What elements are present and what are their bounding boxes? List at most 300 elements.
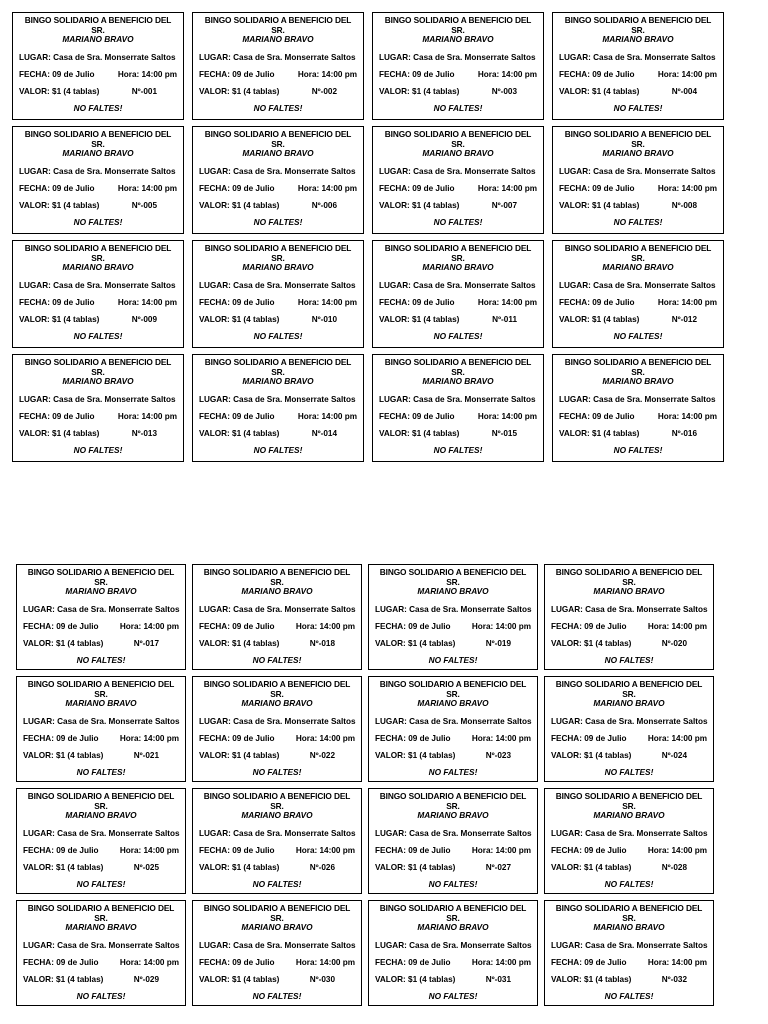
ticket-value: VALOR: $1 (4 tablas) — [199, 429, 280, 439]
ticket-time: Hora: 14:00 pm — [295, 734, 355, 744]
ticket-date: FECHA: 09 de Julio — [23, 958, 99, 968]
ticket-time: Hora: 14:00 pm — [119, 958, 179, 968]
ticket-footer: NO FALTES! — [73, 216, 123, 227]
ticket-footer: NO FALTES! — [428, 766, 478, 777]
bingo-ticket — [372, 240, 544, 348]
ticket-title: BINGO SOLIDARIO A BENEFICIO DEL SR. — [24, 243, 172, 263]
ticket-time: Hora: 14:00 pm — [295, 846, 355, 856]
bingo-ticket — [192, 126, 364, 234]
ticket-value-row — [559, 87, 717, 96]
ticket-time: Hora: 14:00 pm — [471, 958, 531, 968]
ticket-value-row — [559, 201, 717, 210]
ticket-location-row — [551, 717, 707, 726]
ticket-location-row — [375, 829, 531, 838]
ticket-value-row — [559, 315, 717, 324]
ticket-location: LUGAR: Casa de Sra. Monserrate Saltos — [199, 166, 356, 176]
ticket-location: LUGAR: Casa de Sra. Monserrate Saltos — [199, 940, 356, 950]
ticket-number: Nº-012 — [671, 315, 697, 325]
ticket-beneficiary-name: MARIANO BRAVO — [62, 148, 134, 159]
ticket-time: Hora: 14:00 pm — [647, 958, 707, 968]
bingo-ticket — [12, 126, 184, 234]
ticket-footer: NO FALTES! — [604, 654, 654, 665]
ticket-value-row — [199, 751, 355, 760]
ticket-date: FECHA: 09 de Julio — [375, 734, 451, 744]
ticket-number: Nº-011 — [492, 315, 517, 325]
ticket-location: LUGAR: Casa de Sra. Monserrate Saltos — [23, 940, 180, 950]
ticket-value: VALOR: $1 (4 tablas) — [551, 863, 632, 873]
ticket-value: VALOR: $1 (4 tablas) — [559, 87, 640, 97]
ticket-footer: NO FALTES! — [613, 216, 663, 227]
ticket-beneficiary-name: MARIANO BRAVO — [242, 376, 314, 387]
ticket-footer: NO FALTES! — [613, 330, 663, 341]
ticket-date: FECHA: 09 de Julio — [551, 734, 627, 744]
ticket-beneficiary-name: MARIANO BRAVO — [241, 922, 313, 933]
ticket-beneficiary-name: MARIANO BRAVO — [593, 698, 665, 709]
ticket-date-row — [375, 734, 531, 743]
ticket-number: Nº-008 — [671, 201, 697, 211]
ticket-value-row — [551, 639, 707, 648]
ticket-number: Nº-026 — [309, 863, 335, 873]
ticket-beneficiary-name: MARIANO BRAVO — [417, 698, 489, 709]
ticket-location: LUGAR: Casa de Sra. Monserrate Saltos — [559, 52, 716, 62]
bingo-ticket — [544, 788, 714, 894]
ticket-value: VALOR: $1 (4 tablas) — [375, 639, 456, 649]
ticket-title: BINGO SOLIDARIO A BENEFICIO DEL SR. — [564, 243, 712, 263]
ticket-value-row — [199, 639, 355, 648]
ticket-title: BINGO SOLIDARIO A BENEFICIO DEL SR. — [384, 357, 532, 377]
ticket-value: VALOR: $1 (4 tablas) — [199, 87, 280, 97]
ticket-number: Nº-014 — [311, 429, 337, 439]
ticket-time: Hora: 14:00 pm — [477, 412, 537, 422]
ticket-location: LUGAR: Casa de Sra. Monserrate Saltos — [375, 828, 532, 838]
ticket-title: BINGO SOLIDARIO A BENEFICIO DEL SR. — [27, 903, 175, 923]
ticket-location-row — [23, 605, 179, 614]
ticket-footer: NO FALTES! — [433, 102, 483, 113]
ticket-title: BINGO SOLIDARIO A BENEFICIO DEL SR. — [379, 567, 527, 587]
ticket-date: FECHA: 09 de Julio — [375, 846, 451, 856]
ticket-beneficiary-name: MARIANO BRAVO — [593, 922, 665, 933]
ticket-date: FECHA: 09 de Julio — [199, 298, 275, 308]
ticket-footer: NO FALTES! — [604, 878, 654, 889]
ticket-date-row — [199, 734, 355, 743]
ticket-location-row — [559, 281, 717, 290]
ticket-number: Nº-020 — [661, 639, 687, 649]
ticket-beneficiary-name: MARIANO BRAVO — [65, 810, 137, 821]
ticket-location-row — [559, 167, 717, 176]
ticket-beneficiary-name: MARIANO BRAVO — [422, 148, 494, 159]
ticket-location: LUGAR: Casa de Sra. Monserrate Saltos — [19, 280, 176, 290]
ticket-time: Hora: 14:00 pm — [297, 70, 357, 80]
ticket-number: Nº-017 — [133, 639, 159, 649]
ticket-number: Nº-016 — [671, 429, 697, 439]
ticket-footer: NO FALTES! — [76, 990, 126, 1001]
ticket-value: VALOR: $1 (4 tablas) — [551, 751, 632, 761]
ticket-footer: NO FALTES! — [433, 330, 483, 341]
ticket-value: VALOR: $1 (4 tablas) — [379, 315, 460, 325]
ticket-beneficiary-name: MARIANO BRAVO — [417, 810, 489, 821]
ticket-time: Hora: 14:00 pm — [657, 184, 717, 194]
ticket-value-row — [199, 87, 357, 96]
ticket-footer: NO FALTES! — [253, 216, 303, 227]
ticket-date: FECHA: 09 de Julio — [199, 184, 275, 194]
ticket-value: VALOR: $1 (4 tablas) — [23, 751, 104, 761]
ticket-time: Hora: 14:00 pm — [119, 734, 179, 744]
ticket-date-row — [559, 184, 717, 193]
ticket-number: Nº-031 — [485, 975, 511, 985]
ticket-value-row — [375, 639, 531, 648]
ticket-date-row — [379, 70, 537, 79]
bingo-ticket — [552, 12, 724, 120]
ticket-location: LUGAR: Casa de Sra. Monserrate Saltos — [379, 280, 536, 290]
ticket-number: Nº-010 — [311, 315, 337, 325]
ticket-footer: NO FALTES! — [76, 878, 126, 889]
ticket-value: VALOR: $1 (4 tablas) — [199, 863, 280, 873]
ticket-location: LUGAR: Casa de Sra. Monserrate Saltos — [375, 604, 532, 614]
ticket-value: VALOR: $1 (4 tablas) — [375, 863, 456, 873]
bingo-ticket — [192, 564, 362, 670]
ticket-location-row — [199, 395, 357, 404]
ticket-value: VALOR: $1 (4 tablas) — [23, 639, 104, 649]
ticket-value: VALOR: $1 (4 tablas) — [199, 639, 280, 649]
ticket-title: BINGO SOLIDARIO A BENEFICIO DEL SR. — [379, 679, 527, 699]
ticket-date-row — [379, 412, 537, 421]
ticket-number: Nº-005 — [131, 201, 157, 211]
bingo-ticket — [16, 676, 186, 782]
ticket-number: Nº-018 — [309, 639, 335, 649]
ticket-title: BINGO SOLIDARIO A BENEFICIO DEL SR. — [555, 567, 703, 587]
ticket-footer: NO FALTES! — [73, 444, 123, 455]
ticket-value-row — [199, 975, 355, 984]
ticket-number: Nº-009 — [131, 315, 157, 325]
ticket-value: VALOR: $1 (4 tablas) — [559, 429, 640, 439]
ticket-location: LUGAR: Casa de Sra. Monserrate Saltos — [23, 716, 180, 726]
ticket-footer: NO FALTES! — [76, 766, 126, 777]
ticket-location: LUGAR: Casa de Sra. Monserrate Saltos — [199, 394, 356, 404]
ticket-location-row — [199, 717, 355, 726]
ticket-location-row — [199, 281, 357, 290]
ticket-value: VALOR: $1 (4 tablas) — [375, 975, 456, 985]
ticket-location-row — [23, 941, 179, 950]
ticket-footer: NO FALTES! — [613, 444, 663, 455]
ticket-time: Hora: 14:00 pm — [297, 412, 357, 422]
ticket-location: LUGAR: Casa de Sra. Monserrate Saltos — [23, 604, 180, 614]
ticket-beneficiary-name: MARIANO BRAVO — [65, 922, 137, 933]
ticket-date-row — [199, 412, 357, 421]
ticket-location-row — [199, 829, 355, 838]
ticket-title: BINGO SOLIDARIO A BENEFICIO DEL SR. — [27, 679, 175, 699]
ticket-beneficiary-name: MARIANO BRAVO — [602, 376, 674, 387]
ticket-location-row — [551, 829, 707, 838]
ticket-value-row — [23, 751, 179, 760]
ticket-location-row — [559, 53, 717, 62]
ticket-date-row — [23, 734, 179, 743]
ticket-number: Nº-025 — [133, 863, 159, 873]
ticket-footer: NO FALTES! — [252, 878, 302, 889]
ticket-title: BINGO SOLIDARIO A BENEFICIO DEL SR. — [204, 357, 352, 377]
ticket-beneficiary-name: MARIANO BRAVO — [422, 34, 494, 45]
ticket-time: Hora: 14:00 pm — [647, 622, 707, 632]
ticket-number: Nº-006 — [311, 201, 337, 211]
bingo-ticket — [192, 676, 362, 782]
ticket-title: BINGO SOLIDARIO A BENEFICIO DEL SR. — [24, 357, 172, 377]
ticket-footer: NO FALTES! — [73, 330, 123, 341]
ticket-number: Nº-019 — [485, 639, 511, 649]
ticket-time: Hora: 14:00 pm — [471, 846, 531, 856]
ticket-location-row — [551, 605, 707, 614]
ticket-title: BINGO SOLIDARIO A BENEFICIO DEL SR. — [203, 791, 351, 811]
ticket-title: BINGO SOLIDARIO A BENEFICIO DEL SR. — [24, 129, 172, 149]
bingo-ticket — [544, 900, 714, 1006]
ticket-number: Nº-021 — [133, 751, 159, 761]
ticket-date: FECHA: 09 de Julio — [199, 846, 275, 856]
ticket-title: BINGO SOLIDARIO A BENEFICIO DEL SR. — [203, 679, 351, 699]
ticket-time: Hora: 14:00 pm — [297, 298, 357, 308]
ticket-beneficiary-name: MARIANO BRAVO — [242, 34, 314, 45]
ticket-time: Hora: 14:00 pm — [477, 70, 537, 80]
ticket-footer: NO FALTES! — [76, 654, 126, 665]
ticket-location-row — [379, 53, 537, 62]
ticket-location-row — [19, 167, 177, 176]
ticket-value: VALOR: $1 (4 tablas) — [199, 751, 280, 761]
ticket-value: VALOR: $1 (4 tablas) — [551, 639, 632, 649]
ticket-date-row — [559, 70, 717, 79]
ticket-date-row — [23, 958, 179, 967]
ticket-value-row — [23, 639, 179, 648]
ticket-beneficiary-name: MARIANO BRAVO — [62, 34, 134, 45]
ticket-footer: NO FALTES! — [604, 990, 654, 1001]
ticket-time: Hora: 14:00 pm — [657, 298, 717, 308]
ticket-beneficiary-name: MARIANO BRAVO — [602, 262, 674, 273]
bingo-ticket — [192, 354, 364, 462]
ticket-time: Hora: 14:00 pm — [117, 412, 177, 422]
ticket-value-row — [19, 429, 177, 438]
ticket-beneficiary-name: MARIANO BRAVO — [602, 148, 674, 159]
ticket-value-row — [19, 315, 177, 324]
ticket-value: VALOR: $1 (4 tablas) — [199, 975, 280, 985]
ticket-date-row — [379, 298, 537, 307]
ticket-value: VALOR: $1 (4 tablas) — [379, 87, 460, 97]
bingo-ticket — [192, 900, 362, 1006]
ticket-beneficiary-name: MARIANO BRAVO — [242, 148, 314, 159]
ticket-time: Hora: 14:00 pm — [297, 184, 357, 194]
ticket-number: Nº-003 — [491, 87, 517, 97]
bingo-ticket — [12, 12, 184, 120]
ticket-beneficiary-name: MARIANO BRAVO — [65, 698, 137, 709]
ticket-number: Nº-013 — [131, 429, 157, 439]
ticket-beneficiary-name: MARIANO BRAVO — [593, 586, 665, 597]
ticket-date-row — [375, 622, 531, 631]
ticket-footer: NO FALTES! — [613, 102, 663, 113]
ticket-location: LUGAR: Casa de Sra. Monserrate Saltos — [379, 166, 536, 176]
ticket-date: FECHA: 09 de Julio — [199, 412, 275, 422]
bingo-ticket — [12, 240, 184, 348]
ticket-value-row — [375, 863, 531, 872]
ticket-location-row — [19, 395, 177, 404]
ticket-value-row — [375, 975, 531, 984]
ticket-date-row — [199, 184, 357, 193]
ticket-value-row — [199, 429, 357, 438]
ticket-location: LUGAR: Casa de Sra. Monserrate Saltos — [559, 394, 716, 404]
ticket-beneficiary-name: MARIANO BRAVO — [593, 810, 665, 821]
ticket-value: VALOR: $1 (4 tablas) — [559, 201, 640, 211]
ticket-time: Hora: 14:00 pm — [117, 184, 177, 194]
ticket-time: Hora: 14:00 pm — [117, 70, 177, 80]
ticket-location-row — [375, 605, 531, 614]
ticket-date-row — [379, 184, 537, 193]
ticket-beneficiary-name: MARIANO BRAVO — [242, 262, 314, 273]
ticket-title: BINGO SOLIDARIO A BENEFICIO DEL SR. — [384, 243, 532, 263]
ticket-number: Nº-032 — [661, 975, 687, 985]
ticket-title: BINGO SOLIDARIO A BENEFICIO DEL SR. — [203, 903, 351, 923]
ticket-date-row — [19, 184, 177, 193]
ticket-date: FECHA: 09 de Julio — [199, 958, 275, 968]
ticket-date: FECHA: 09 de Julio — [379, 70, 455, 80]
ticket-date: FECHA: 09 de Julio — [559, 412, 635, 422]
ticket-location: LUGAR: Casa de Sra. Monserrate Saltos — [559, 166, 716, 176]
ticket-beneficiary-name: MARIANO BRAVO — [417, 922, 489, 933]
ticket-date: FECHA: 09 de Julio — [23, 846, 99, 856]
ticket-number: Nº-027 — [485, 863, 511, 873]
ticket-date: FECHA: 09 de Julio — [199, 734, 275, 744]
ticket-date: FECHA: 09 de Julio — [551, 846, 627, 856]
ticket-beneficiary-name: MARIANO BRAVO — [241, 586, 313, 597]
ticket-footer: NO FALTES! — [253, 102, 303, 113]
ticket-location: LUGAR: Casa de Sra. Monserrate Saltos — [19, 52, 176, 62]
ticket-beneficiary-name: MARIANO BRAVO — [602, 34, 674, 45]
ticket-value-row — [379, 201, 537, 210]
ticket-location-row — [19, 281, 177, 290]
ticket-time: Hora: 14:00 pm — [477, 298, 537, 308]
bingo-ticket — [372, 126, 544, 234]
ticket-beneficiary-name: MARIANO BRAVO — [241, 810, 313, 821]
ticket-value-row — [199, 863, 355, 872]
ticket-date: FECHA: 09 de Julio — [375, 622, 451, 632]
ticket-number: Nº-015 — [491, 429, 517, 439]
ticket-title: BINGO SOLIDARIO A BENEFICIO DEL SR. — [564, 129, 712, 149]
ticket-location: LUGAR: Casa de Sra. Monserrate Saltos — [559, 280, 716, 290]
ticket-beneficiary-name: MARIANO BRAVO — [241, 698, 313, 709]
ticket-sheet-1 — [12, 12, 726, 462]
ticket-beneficiary-name: MARIANO BRAVO — [65, 586, 137, 597]
bingo-ticket — [16, 900, 186, 1006]
bingo-ticket — [372, 354, 544, 462]
ticket-footer: NO FALTES! — [252, 766, 302, 777]
ticket-title: BINGO SOLIDARIO A BENEFICIO DEL SR. — [204, 243, 352, 263]
ticket-date-row — [551, 734, 707, 743]
ticket-value-row — [23, 975, 179, 984]
ticket-number: Nº-028 — [661, 863, 687, 873]
ticket-title: BINGO SOLIDARIO A BENEFICIO DEL SR. — [555, 791, 703, 811]
ticket-date: FECHA: 09 de Julio — [559, 70, 635, 80]
ticket-date-row — [375, 846, 531, 855]
ticket-location: LUGAR: Casa de Sra. Monserrate Saltos — [551, 716, 708, 726]
ticket-beneficiary-name: MARIANO BRAVO — [62, 262, 134, 273]
ticket-value-row — [379, 315, 537, 324]
ticket-time: Hora: 14:00 pm — [477, 184, 537, 194]
ticket-number: Nº-007 — [491, 201, 517, 211]
ticket-beneficiary-name: MARIANO BRAVO — [62, 376, 134, 387]
ticket-value-row — [375, 751, 531, 760]
bingo-ticket — [368, 900, 538, 1006]
ticket-footer: NO FALTES! — [433, 216, 483, 227]
ticket-footer: NO FALTES! — [253, 330, 303, 341]
ticket-location: LUGAR: Casa de Sra. Monserrate Saltos — [375, 940, 532, 950]
ticket-location: LUGAR: Casa de Sra. Monserrate Saltos — [551, 940, 708, 950]
ticket-time: Hora: 14:00 pm — [471, 622, 531, 632]
ticket-value: VALOR: $1 (4 tablas) — [379, 429, 460, 439]
ticket-date-row — [19, 412, 177, 421]
ticket-time: Hora: 14:00 pm — [117, 298, 177, 308]
bingo-ticket — [12, 354, 184, 462]
ticket-title: BINGO SOLIDARIO A BENEFICIO DEL SR. — [384, 15, 532, 35]
ticket-number: Nº-022 — [309, 751, 335, 761]
bingo-ticket — [16, 788, 186, 894]
ticket-beneficiary-name: MARIANO BRAVO — [422, 376, 494, 387]
ticket-value: VALOR: $1 (4 tablas) — [375, 751, 456, 761]
ticket-title: BINGO SOLIDARIO A BENEFICIO DEL SR. — [555, 903, 703, 923]
ticket-date: FECHA: 09 de Julio — [559, 184, 635, 194]
ticket-date-row — [199, 298, 357, 307]
ticket-date-row — [559, 298, 717, 307]
ticket-location: LUGAR: Casa de Sra. Monserrate Saltos — [379, 52, 536, 62]
ticket-value-row — [551, 863, 707, 872]
ticket-location: LUGAR: Casa de Sra. Monserrate Saltos — [199, 604, 356, 614]
ticket-location: LUGAR: Casa de Sra. Monserrate Saltos — [375, 716, 532, 726]
ticket-number: Nº-001 — [131, 87, 157, 97]
ticket-title: BINGO SOLIDARIO A BENEFICIO DEL SR. — [27, 567, 175, 587]
ticket-title: BINGO SOLIDARIO A BENEFICIO DEL SR. — [555, 679, 703, 699]
ticket-location: LUGAR: Casa de Sra. Monserrate Saltos — [551, 828, 708, 838]
bingo-ticket — [544, 564, 714, 670]
ticket-date: FECHA: 09 de Julio — [199, 70, 275, 80]
ticket-title: BINGO SOLIDARIO A BENEFICIO DEL SR. — [204, 129, 352, 149]
ticket-time: Hora: 14:00 pm — [471, 734, 531, 744]
bingo-ticket — [16, 564, 186, 670]
ticket-footer: NO FALTES! — [428, 654, 478, 665]
ticket-value: VALOR: $1 (4 tablas) — [559, 315, 640, 325]
ticket-footer: NO FALTES! — [604, 766, 654, 777]
bingo-ticket — [544, 676, 714, 782]
ticket-date: FECHA: 09 de Julio — [551, 622, 627, 632]
ticket-date-row — [559, 412, 717, 421]
ticket-location: LUGAR: Casa de Sra. Monserrate Saltos — [19, 166, 176, 176]
ticket-value: VALOR: $1 (4 tablas) — [199, 315, 280, 325]
ticket-footer: NO FALTES! — [428, 878, 478, 889]
ticket-value-row — [379, 429, 537, 438]
ticket-location: LUGAR: Casa de Sra. Monserrate Saltos — [199, 280, 356, 290]
bingo-ticket — [368, 676, 538, 782]
ticket-value-row — [559, 429, 717, 438]
ticket-location-row — [559, 395, 717, 404]
ticket-time: Hora: 14:00 pm — [295, 958, 355, 968]
ticket-value: VALOR: $1 (4 tablas) — [19, 429, 100, 439]
ticket-location-row — [551, 941, 707, 950]
ticket-location: LUGAR: Casa de Sra. Monserrate Saltos — [551, 604, 708, 614]
bingo-ticket — [552, 354, 724, 462]
bingo-ticket — [368, 788, 538, 894]
ticket-date-row — [23, 846, 179, 855]
ticket-location: LUGAR: Casa de Sra. Monserrate Saltos — [199, 716, 356, 726]
ticket-location-row — [199, 605, 355, 614]
bingo-ticket — [372, 12, 544, 120]
ticket-time: Hora: 14:00 pm — [647, 734, 707, 744]
ticket-date-row — [19, 70, 177, 79]
ticket-footer: NO FALTES! — [73, 102, 123, 113]
ticket-location: LUGAR: Casa de Sra. Monserrate Saltos — [23, 828, 180, 838]
ticket-location-row — [19, 53, 177, 62]
ticket-time: Hora: 14:00 pm — [119, 846, 179, 856]
ticket-beneficiary-name: MARIANO BRAVO — [417, 586, 489, 597]
